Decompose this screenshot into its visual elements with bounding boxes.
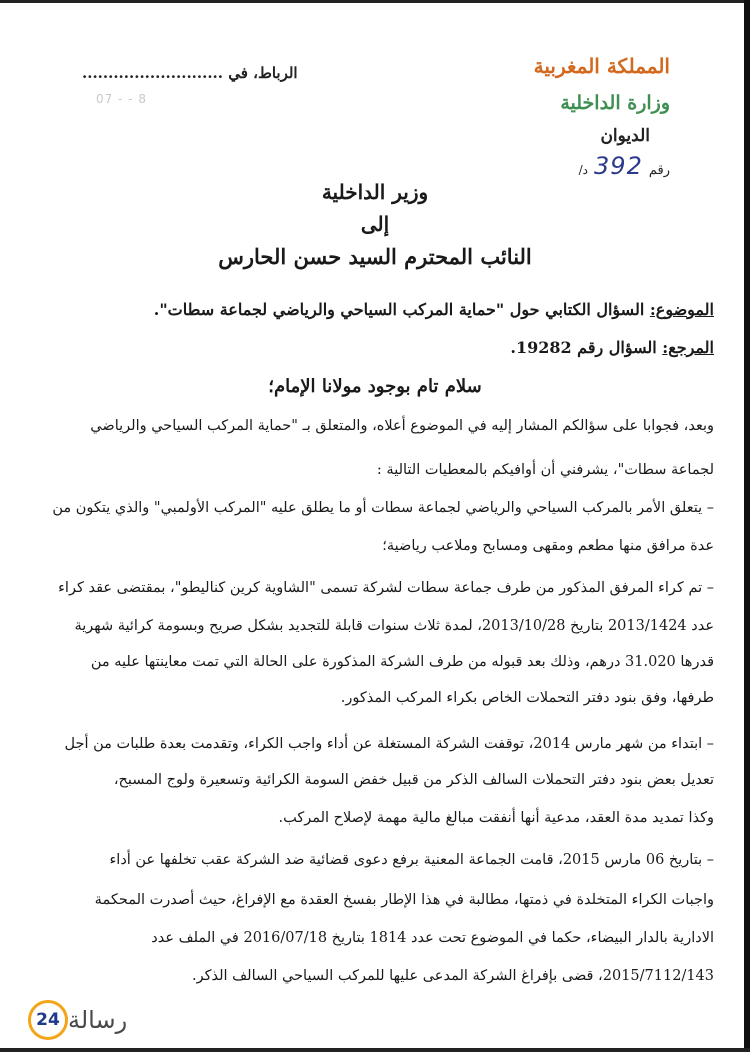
scan-border-right — [744, 0, 750, 1052]
stamp-date: 07 - - 8 — [96, 92, 148, 106]
logo-text: رسالة — [68, 1006, 128, 1034]
kingdom-header: المملكة المغربية — [533, 54, 670, 78]
reference-line — [510, 338, 714, 357]
body-line: – بتاريخ 06 مارس 2015، قامت الجماعة المعنية برفع دعوى قضائية ضد الشركة عقب تخلفها عن أداء — [109, 852, 714, 868]
logo-number: 24 — [36, 1010, 60, 1030]
body-line: – تم كراء المرفق المذكور من طرف جماعة سطات لشركة تسمى "الشاوية كرين كناليطو"، بمقتضى عقد كراء — [58, 580, 714, 596]
subject-text: السؤال الكتابي حول "حماية المركب السياحي والرياضي لجماعة سطات". — [153, 300, 645, 319]
body-line: – يتعلق الأمر بالمركب السياحي والرياضي لجماعة سطات أو ما يطلق عليه "المركب الأولمبي" والذي يتكون من — [52, 500, 714, 516]
subject-line — [154, 300, 714, 319]
reference-number-line — [579, 152, 670, 180]
body-line: الادارية بالدار البيضاء، حكما في الموضوع تحت عدد 1814 بتاريخ 2016/07/18 في الملف عدد — [151, 930, 714, 946]
recipient-title: النائب المحترم السيد حسن الحارس — [218, 244, 532, 269]
watermark-logo — [8, 998, 128, 1046]
reference-text: السؤال رقم 19282. — [510, 338, 657, 357]
body-line: عدد 2013/1424 بتاريخ 2013/10/28، لمدة ثلاث سنوات قابلة للتجديد بشكل صريح وبسومة كرائية شهرية — [74, 618, 714, 634]
place-date-line: الرباط، في ........................... — [82, 64, 298, 82]
ref-label: رقم — [648, 163, 670, 178]
to-label: إلى — [360, 212, 390, 236]
body-line: وكذا تمديد مدة العقد، مدعية أنها أنفقت مبالغ مالية مهمة لإصلاح المركب. — [278, 810, 714, 826]
subject-label: الموضوع: — [649, 300, 714, 319]
body-line: عدة مرافق منها مطعم ومقهى ومسابح وملاعب رياضية؛ — [382, 538, 714, 554]
body-line: – ابتداء من شهر مارس 2014، توقفت الشركة المستغلة عن أداء واجب الكراء، وتقدمت بعدة طلبات من أجل — [64, 736, 714, 752]
body-line: واجبات الكراء المتخلدة في ذمتها، مطالبة في هذا الإطار بفسخ العقدة مع الإفراغ، حيث أصدرت المحكمة — [94, 892, 714, 908]
greeting: سلام تام بوجود مولانا الإمام؛ — [268, 376, 482, 397]
body-line: تعديل بعض بنود دفتر التحملات السالف الذكر من قبيل خفض السومة الكرائية وتسعيرة ولوج المسبح، — [113, 772, 714, 788]
ref-number: 392 — [594, 152, 643, 180]
scan-border-bottom — [0, 1048, 750, 1052]
body-line: قدرها 31.020 درهم، وذلك بعد قبوله من طرف الشركة المذكورة على الحالة التي تمت معاينتها عليه من — [90, 654, 714, 670]
body-line: لجماعة سطات"، يشرفني أن أوافيكم بالمعطيات التالية : — [376, 462, 714, 478]
body-line: وبعد، فجوابا على سؤالكم المشار إليه في الموضوع أعلاه، والمتعلق بـ "حماية المركب السياحي والرياضي — [90, 418, 714, 434]
reference-label: المرجع: — [662, 338, 714, 357]
body-line: 2015/7112/143، قضى بإفراغ الشركة المدعى عليها للمركب السياحي السالف الذكر. — [191, 968, 714, 984]
diwan-header: الديوان — [600, 126, 650, 146]
body-line: طرفها، وفق بنود دفتر التحملات الخاص بكراء المركب المذكور. — [340, 690, 714, 706]
scan-border-top — [0, 0, 750, 3]
ref-suffix: د/ — [578, 163, 589, 177]
ministry-header: وزارة الداخلية — [560, 92, 670, 114]
sender-title: وزير الداخلية — [321, 180, 429, 204]
